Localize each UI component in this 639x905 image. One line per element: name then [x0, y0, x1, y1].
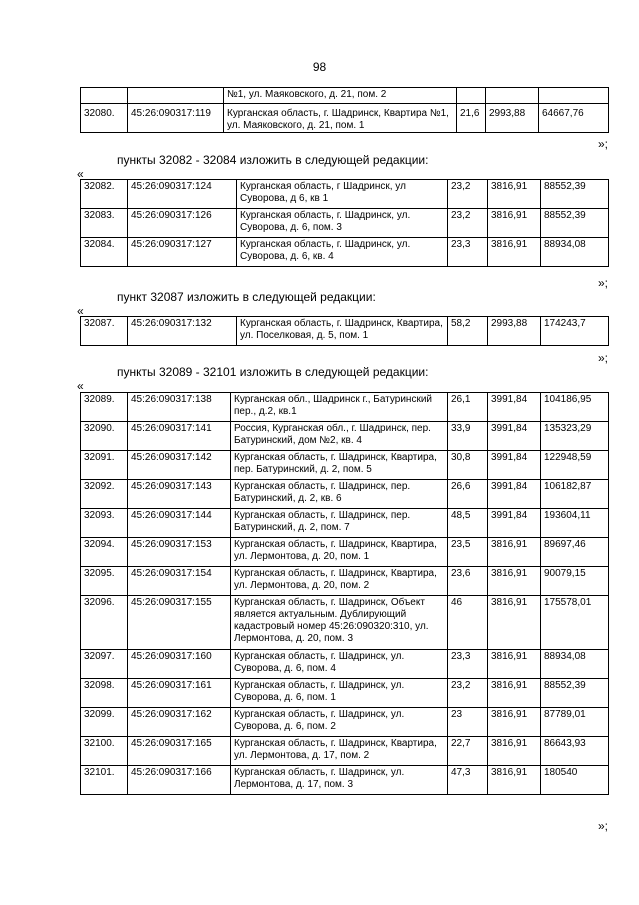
cell-cadastral: 45:26:090317:138 [128, 393, 231, 422]
cell-area: 26,6 [448, 480, 488, 509]
cell-cadastral [128, 88, 224, 104]
cell-number: 32080. [81, 104, 128, 133]
cell-area: 23,2 [448, 679, 488, 708]
cell-area: 58,2 [448, 317, 488, 346]
cell-total: 175578,01 [541, 596, 609, 650]
cell-price: 2993,88 [486, 104, 539, 133]
cell-cadastral: 45:26:090317:144 [128, 509, 231, 538]
cell-cadastral: 45:26:090317:153 [128, 538, 231, 567]
table-row [81, 737, 609, 766]
cell-address: Курганская область, г. Шадринск, Квартира, ул. Лермонтова, д. 17, пом. 2 [231, 737, 448, 766]
close-quote: »; [597, 819, 608, 833]
cell-area [457, 88, 486, 104]
cell-area: 23,3 [448, 650, 488, 679]
close-quote: »; [597, 137, 608, 151]
cell-total: 64667,76 [539, 104, 609, 133]
cell-number: 32098. [81, 679, 128, 708]
cell-area: 26,1 [448, 393, 488, 422]
cell-total: 193604,11 [541, 509, 609, 538]
cell-address: Курганская область, г. Шадринск, Квартира, ул. Поселковая, д. 5, пом. 1 [237, 317, 448, 346]
cell-number: 32089. [81, 393, 128, 422]
cell-address: Курганская обл., Шадринск г., Батуринский пер., д.2, кв.1 [231, 393, 448, 422]
cell-cadastral: 45:26:090317:126 [128, 209, 237, 238]
register-table-3 [80, 316, 609, 346]
cell-total: 180540 [541, 766, 609, 795]
cell-number: 32095. [81, 567, 128, 596]
cell-address: Курганская область, г. Шадринск, ул. Лермонтова, д. 17, пом. 3 [231, 766, 448, 795]
table-row [81, 509, 609, 538]
cell-cadastral: 45:26:090317:166 [128, 766, 231, 795]
cell-cadastral: 45:26:090317:143 [128, 480, 231, 509]
cell-price: 3816,91 [488, 596, 541, 650]
cell-cadastral: 45:26:090317:119 [128, 104, 224, 133]
cell-address: Курганская область, г. Шадринск, ул. Суворова, д. 6, пом. 4 [231, 650, 448, 679]
cell-cadastral: 45:26:090317:162 [128, 708, 231, 737]
cell-area: 23,3 [448, 238, 488, 267]
cell-address: Курганская область, г. Шадринск, пер. Батуринский, д. 2, пом. 7 [231, 509, 448, 538]
cell-number: 32082. [81, 180, 128, 209]
table-row [81, 708, 609, 737]
cell-area: 23,2 [448, 180, 488, 209]
cell-cadastral: 45:26:090317:161 [128, 679, 231, 708]
cell-number: 32093. [81, 509, 128, 538]
cell-area: 23,5 [448, 538, 488, 567]
table-row [81, 480, 609, 509]
cell-number: 32099. [81, 708, 128, 737]
open-quote: « [77, 379, 84, 393]
close-quote: »; [597, 276, 608, 290]
cell-address: Курганская область, г. Шадринск, ул. Суворова, д. 6, пом. 1 [231, 679, 448, 708]
cell-total: 89697,46 [541, 538, 609, 567]
cell-address: Курганская область, г. Шадринск, Квартира, ул. Лермонтова, д. 20, пом. 1 [231, 538, 448, 567]
table-row [81, 104, 609, 133]
cell-total: 88934,08 [541, 238, 609, 267]
section-heading: пункт 32087 изложить в следующей редакции: [117, 290, 376, 304]
cell-area: 23,2 [448, 209, 488, 238]
cell-price: 3991,84 [488, 480, 541, 509]
cell-number: 32100. [81, 737, 128, 766]
cell-area: 21,6 [457, 104, 486, 133]
cell-total: 122948,59 [541, 451, 609, 480]
open-quote: « [77, 167, 84, 181]
cell-address: Курганская область, г. Шадринск, ул. Суворова, д. 6, пом. 2 [231, 708, 448, 737]
table-row [81, 209, 609, 238]
cell-price: 3816,91 [488, 567, 541, 596]
table-row [81, 596, 609, 650]
cell-address: Курганская область, г. Шадринск, пер. Батуринский, д. 2, кв. 6 [231, 480, 448, 509]
cell-number: 32097. [81, 650, 128, 679]
table-row [81, 393, 609, 422]
cell-price: 3816,91 [488, 766, 541, 795]
cell-area: 47,3 [448, 766, 488, 795]
cell-total: 88552,39 [541, 679, 609, 708]
cell-cadastral: 45:26:090317:132 [128, 317, 237, 346]
cell-price: 3816,91 [488, 538, 541, 567]
cell-area: 23 [448, 708, 488, 737]
cell-number: 32092. [81, 480, 128, 509]
cell-number: 32083. [81, 209, 128, 238]
table-row [81, 451, 609, 480]
cell-price [486, 88, 539, 104]
cell-cadastral: 45:26:090317:155 [128, 596, 231, 650]
cell-area: 33,9 [448, 422, 488, 451]
cell-number: 32094. [81, 538, 128, 567]
cell-price: 3816,91 [488, 650, 541, 679]
cell-area: 23,6 [448, 567, 488, 596]
cell-area: 22,7 [448, 737, 488, 766]
cell-price: 3991,84 [488, 509, 541, 538]
cell-price: 3816,91 [488, 679, 541, 708]
cell-address: Россия, Курганская обл., г. Шадринск, пер. Батуринский, дом №2, кв. 4 [231, 422, 448, 451]
cell-number [81, 88, 128, 104]
cell-area: 48,5 [448, 509, 488, 538]
cell-price: 3816,91 [488, 209, 541, 238]
cell-price: 3816,91 [488, 180, 541, 209]
cell-number: 32101. [81, 766, 128, 795]
cell-address: Курганская область, г. Шадринск, Квартира, пер. Батуринский, д. 2, пом. 5 [231, 451, 448, 480]
cell-total: 88934,08 [541, 650, 609, 679]
table-row [81, 766, 609, 795]
cell-cadastral: 45:26:090317:124 [128, 180, 237, 209]
table-row [81, 538, 609, 567]
cell-address: №1, ул. Маяковского, д. 21, пом. 2 [224, 88, 457, 104]
page-number: 98 [312, 60, 327, 74]
cell-number: 32096. [81, 596, 128, 650]
cell-total: 87789,01 [541, 708, 609, 737]
cell-price: 3991,84 [488, 451, 541, 480]
cell-total: 88552,39 [541, 180, 609, 209]
section-heading: пункты 32082 - 32084 изложить в следующей редакции: [117, 153, 429, 167]
section-heading: пункты 32089 - 32101 изложить в следующей редакции: [117, 365, 429, 379]
cell-price: 3816,91 [488, 737, 541, 766]
open-quote: « [77, 304, 84, 318]
cell-total: 106182,87 [541, 480, 609, 509]
cell-address: Курганская область, г. Шадринск, ул. Суворова, д. 6, пом. 3 [237, 209, 448, 238]
cell-price: 3816,91 [488, 238, 541, 267]
cell-price: 3991,84 [488, 422, 541, 451]
table-row [81, 567, 609, 596]
table-row [81, 317, 609, 346]
cell-total: 104186,95 [541, 393, 609, 422]
table-row [81, 88, 609, 104]
cell-address: Курганская область, г. Шадринск, ул. Суворова, д. 6, кв. 4 [237, 238, 448, 267]
register-table-1 [80, 87, 609, 133]
cell-total: 135323,29 [541, 422, 609, 451]
cell-number: 32084. [81, 238, 128, 267]
cell-address: Курганская область, г. Шадринск, Квартира, ул. Лермонтова, д. 20, пом. 2 [231, 567, 448, 596]
cell-total: 90079,15 [541, 567, 609, 596]
cell-cadastral: 45:26:090317:127 [128, 238, 237, 267]
cell-price: 2993,88 [488, 317, 541, 346]
cell-total: 174243,7 [541, 317, 609, 346]
cell-cadastral: 45:26:090317:160 [128, 650, 231, 679]
cell-total [539, 88, 609, 104]
cell-number: 32090. [81, 422, 128, 451]
close-quote: »; [597, 351, 608, 365]
table-row [81, 180, 609, 209]
cell-cadastral: 45:26:090317:141 [128, 422, 231, 451]
register-table-4 [80, 392, 609, 795]
cell-number: 32087. [81, 317, 128, 346]
table-row [81, 650, 609, 679]
cell-cadastral: 45:26:090317:154 [128, 567, 231, 596]
table-row [81, 679, 609, 708]
cell-area: 46 [448, 596, 488, 650]
cell-price: 3991,84 [488, 393, 541, 422]
cell-address: Курганская область, г Шадринск, ул Суворова, д 6, кв 1 [237, 180, 448, 209]
cell-area: 30,8 [448, 451, 488, 480]
cell-cadastral: 45:26:090317:142 [128, 451, 231, 480]
cell-cadastral: 45:26:090317:165 [128, 737, 231, 766]
register-table-2 [80, 179, 609, 267]
table-row [81, 422, 609, 451]
cell-number: 32091. [81, 451, 128, 480]
cell-address: Курганская область, г. Шадринск, Квартира №1, ул. Маяковского, д. 21, пом. 1 [224, 104, 457, 133]
cell-total: 88552,39 [541, 209, 609, 238]
cell-price: 3816,91 [488, 708, 541, 737]
table-row [81, 238, 609, 267]
cell-total: 86643,93 [541, 737, 609, 766]
cell-address: Курганская область, г. Шадринск, Объект является актуальным. Дублирующий кадастровый номер 45:26:090320:310, ул. Лермонтова, д. 20, пом. 3 [231, 596, 448, 650]
